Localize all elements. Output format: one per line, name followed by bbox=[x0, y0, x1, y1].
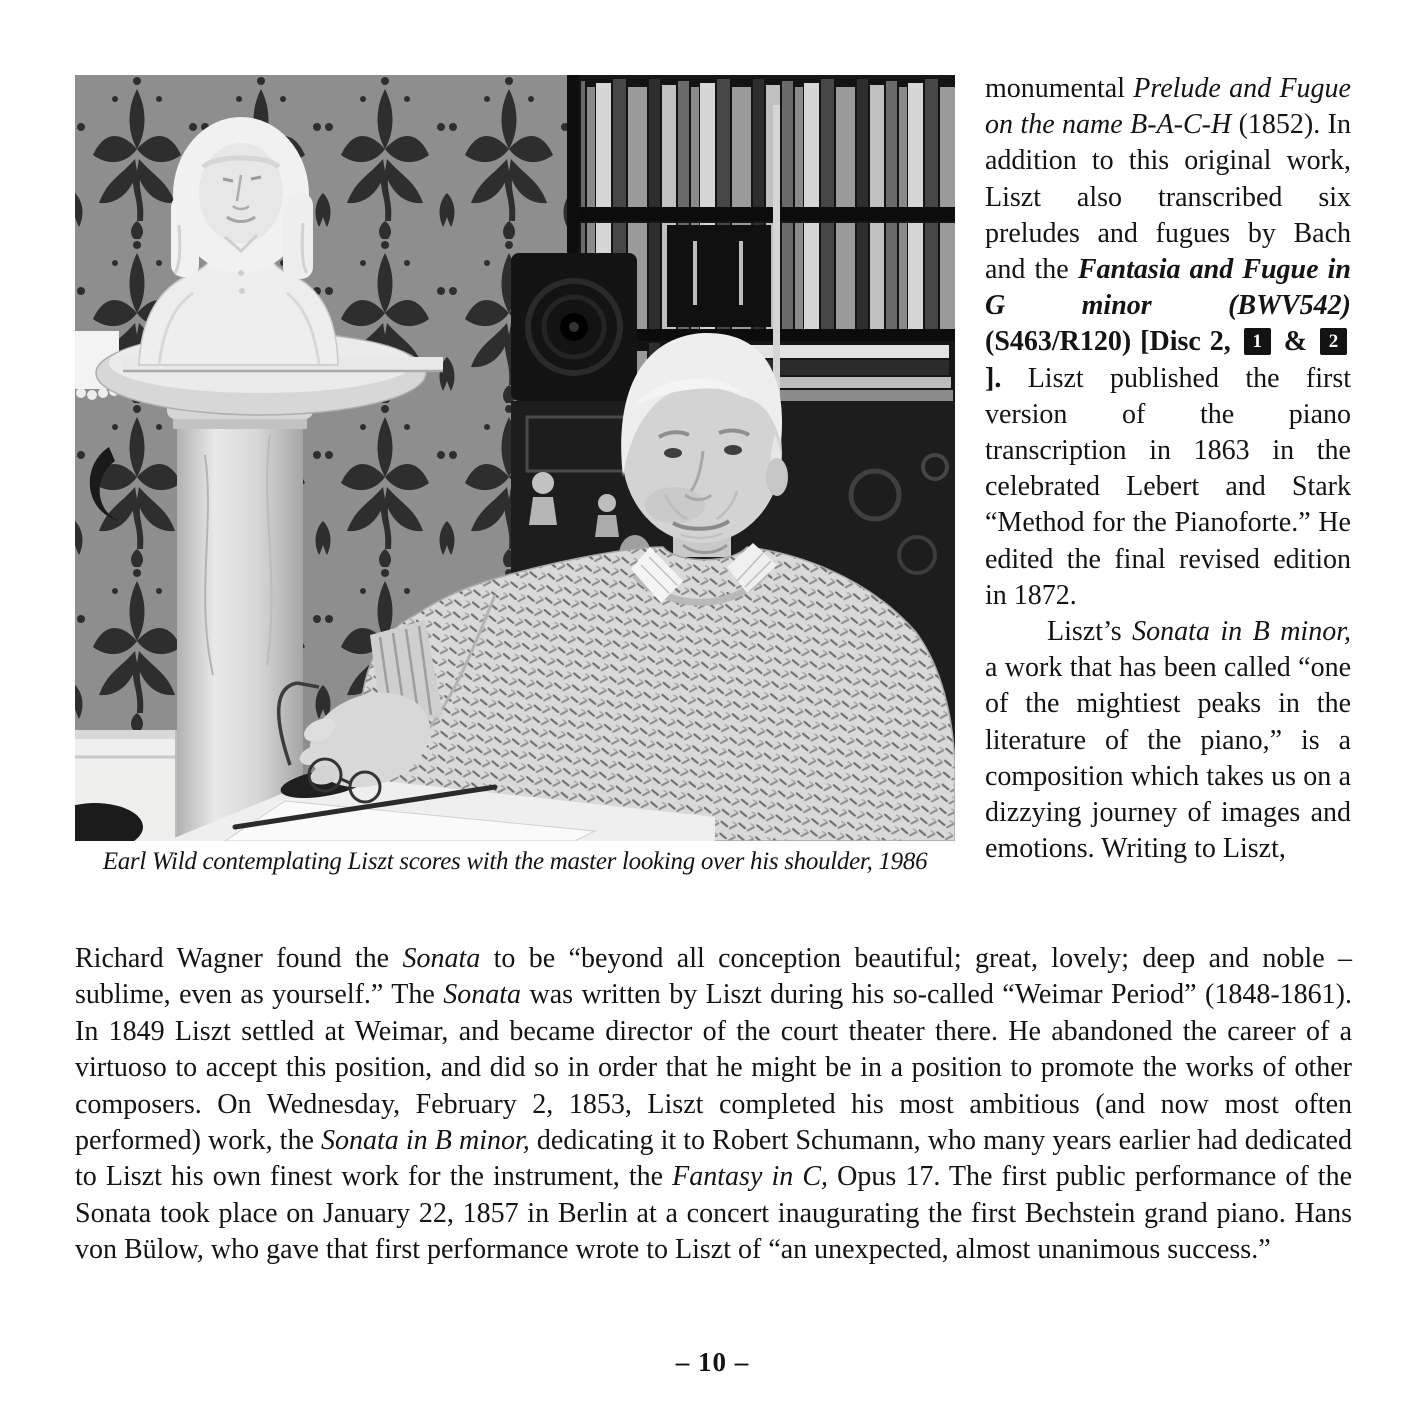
track-number-badge: 2 bbox=[1320, 328, 1347, 355]
speaker bbox=[511, 253, 637, 401]
page-number: – 10 – bbox=[675, 1347, 750, 1377]
text-segment: Fantasia and Fugue in G minor (BWV542) bbox=[985, 254, 1351, 322]
paragraph bbox=[985, 614, 1351, 867]
text-segment: Liszt’s bbox=[1047, 616, 1133, 648]
track-number-badge: 1 bbox=[1244, 328, 1271, 355]
photo-illustration bbox=[75, 75, 955, 841]
text-segment: to be “beyond all conception beautiful; great, lovely; deep and noble – sublime, even as yourself.” The bbox=[75, 943, 1353, 1011]
marble-column bbox=[167, 397, 313, 841]
photo-earl-wild bbox=[75, 75, 955, 841]
text-segment: Sonata bbox=[402, 943, 481, 974]
text-segment: dedicating it to Robert Schumann, who many years earlier had dedicated to Liszt his own finest work for the instrument, the bbox=[75, 1125, 1352, 1193]
text-segment: Prelude and Fugue on the name B-A-C-H bbox=[985, 73, 1351, 141]
bottom-paragraph bbox=[75, 941, 1352, 1269]
text-segment: monumental bbox=[985, 73, 1134, 104]
text-segment: Fantasy in C, bbox=[672, 1161, 829, 1193]
text-segment: (1852). In addition to this original work, Liszt also transcribed six preludes and fugues by Bach and the bbox=[985, 109, 1351, 286]
text-segment: Opus 17. The first public performance of the Sonata took place on January 22, 1857 in Berlin at a concert inaugurating the first Bechstein grand piano. Hans von Bülow, who gave that first performance wrote to Liszt of “an unexpected, almost unanimous success.” bbox=[75, 1161, 1352, 1266]
text-segment: (S463/R120) [Disc 2, bbox=[985, 326, 1240, 358]
photo-caption: Earl Wild contemplating Liszt scores with the master looking over his shoulder, 1986 bbox=[102, 848, 928, 875]
text-segment: Liszt published the first version of the piano transcription in 1863 in the celebrated Lebert and Stark “Method for the Pianoforte.” He edited the final revised edition in 1872. bbox=[985, 362, 1351, 611]
text-segment: Sonata in B minor, bbox=[321, 1125, 530, 1157]
text-segment: a work that has been called “one of the mightiest peaks in the literature of the piano,” is a composition which takes us on a dizzying journey of images and emotions. Writing to Liszt, bbox=[985, 652, 1351, 865]
right-text-column bbox=[985, 71, 1351, 943]
ear bbox=[766, 458, 788, 496]
text-segment: was written by Liszt during his so-called “Weimar Period” (1848-1861). In 1849 Liszt settled at Weimar, and became director of the court theater there. He abandoned the career of a virtuoso to accept this position, and did so in order that he might be in a position to promote the works of other composers. On Wednesday, February 2, 1853, Liszt completed his most ambitious (and now most often performed) work, the bbox=[75, 979, 1353, 1157]
text-segment: ]. bbox=[985, 362, 1028, 394]
wainscot-panel bbox=[75, 730, 185, 841]
text-segment: Sonata in B minor, bbox=[1132, 616, 1351, 648]
text-segment: Richard Wagner found the bbox=[75, 943, 403, 974]
text-segment: & bbox=[1274, 326, 1316, 358]
paragraph bbox=[985, 71, 1351, 614]
text-segment: Sonata bbox=[443, 979, 522, 1011]
